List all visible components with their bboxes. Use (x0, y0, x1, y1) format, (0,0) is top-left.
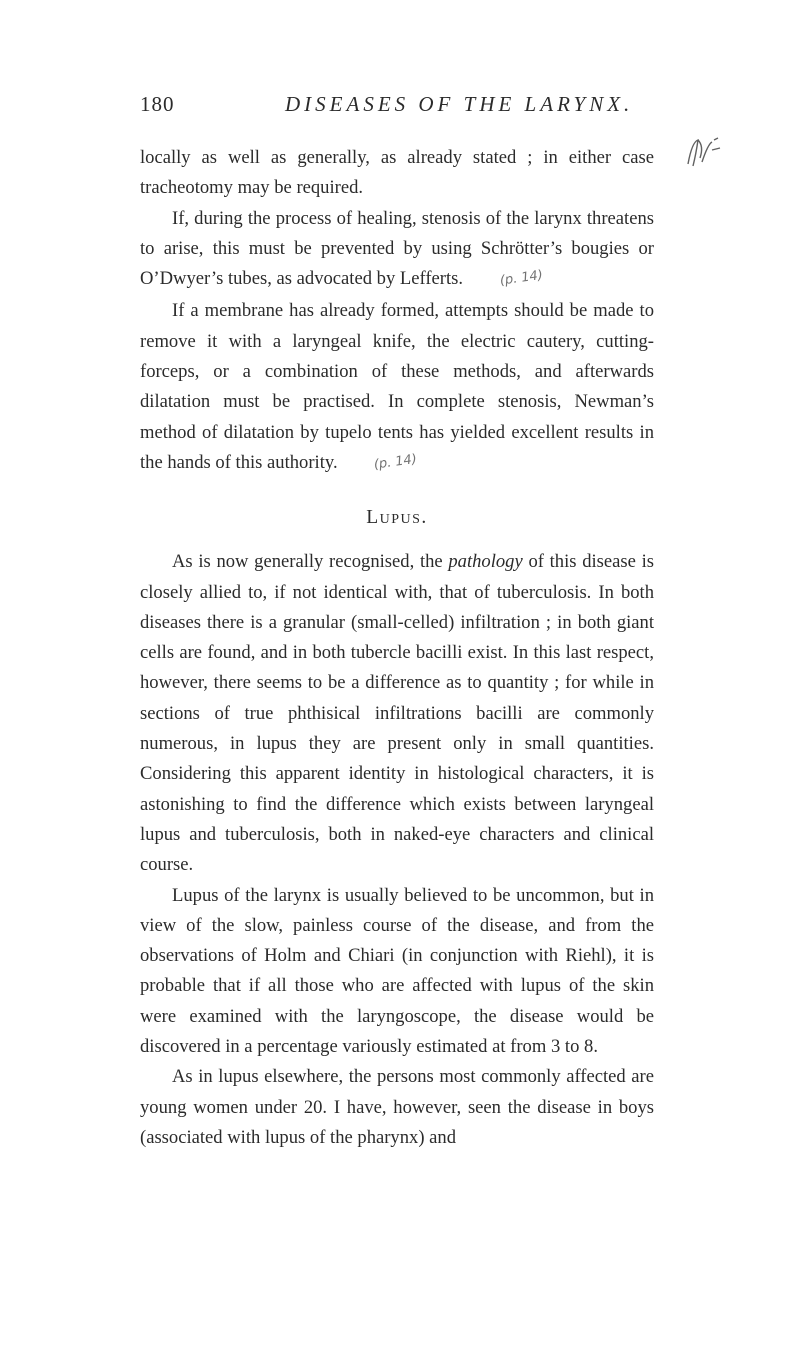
section-heading: Lupus. (366, 507, 428, 529)
body-text (140, 143, 654, 1153)
paragraph-4-rest: of this disease is closely allied to, if not identical with, that of tuberculosis. In both diseases there is a granular (small-celled) infiltration ; in both giant cells are found, and in both tubercle bacilli exist. In this last respect, however, there seems to be a difference as to quantity ; for while in sections of true phthisical infiltrations bacilli are commonly numerous, in lupus they are present only in small quantities. Considering this apparent identity in histological characters, it is astonishing to find the difference which exists between laryngeal lupus and tuberculosis, both in naked-eye characters and clinical course. (140, 551, 654, 876)
paragraph-4-emphasis: pathology (448, 551, 523, 573)
handwritten-note-2: (p. 14) (373, 451, 419, 473)
page-header (140, 92, 660, 122)
paragraph-3-text: If a membrane has already formed, attempts should be made to remove it with a laryngeal knife, the electric cautery, cutting-forceps, or a combination of these methods, and afterwards dilatation must be practised. In complete stenosis, Newman’s method of dilatation by tupelo tents has yielded excellent results in the hands of this authority. (140, 300, 654, 473)
margin-scribble (684, 136, 724, 170)
handwritten-note-1: (p. 14) (498, 268, 544, 289)
paragraph-4 (140, 547, 654, 880)
paragraph-4-start: As is now generally recognised, the (172, 551, 443, 573)
paragraph-2-text: If, during the process of healing, stenosis of the larynx threatens to arise, this must be prevented by using Schrötter’s bougies or O’Dwyer’s tubes, as advocated by Lefferts. (140, 207, 654, 290)
running-title: DISEASES OF THE LARYNX. (285, 92, 634, 116)
paragraph-3 (140, 296, 654, 480)
paragraph-5: Lupus of the larynx is usually believed to be uncommon, but in view of the slow, painless course of the disease, and from the observations of Holm and Chiari (in conjunction with Riehl), it is probable that if all those who are affected with lupus of the skin were examined with the laryngoscope, the disease would be discovered in a percentage variously estimated at from 3 to 8. (140, 884, 654, 1058)
paragraph-6: As in lupus elsewhere, the persons most commonly affected are young women under 20. I have, however, seen the disease in boys (associated with lupus of the pharynx) and (140, 1066, 654, 1148)
paragraph-2 (140, 204, 654, 297)
paragraph-1: locally as well as generally, as already stated ; in either case tracheotomy may be required. (140, 147, 654, 199)
page-number: 180 (140, 92, 175, 116)
